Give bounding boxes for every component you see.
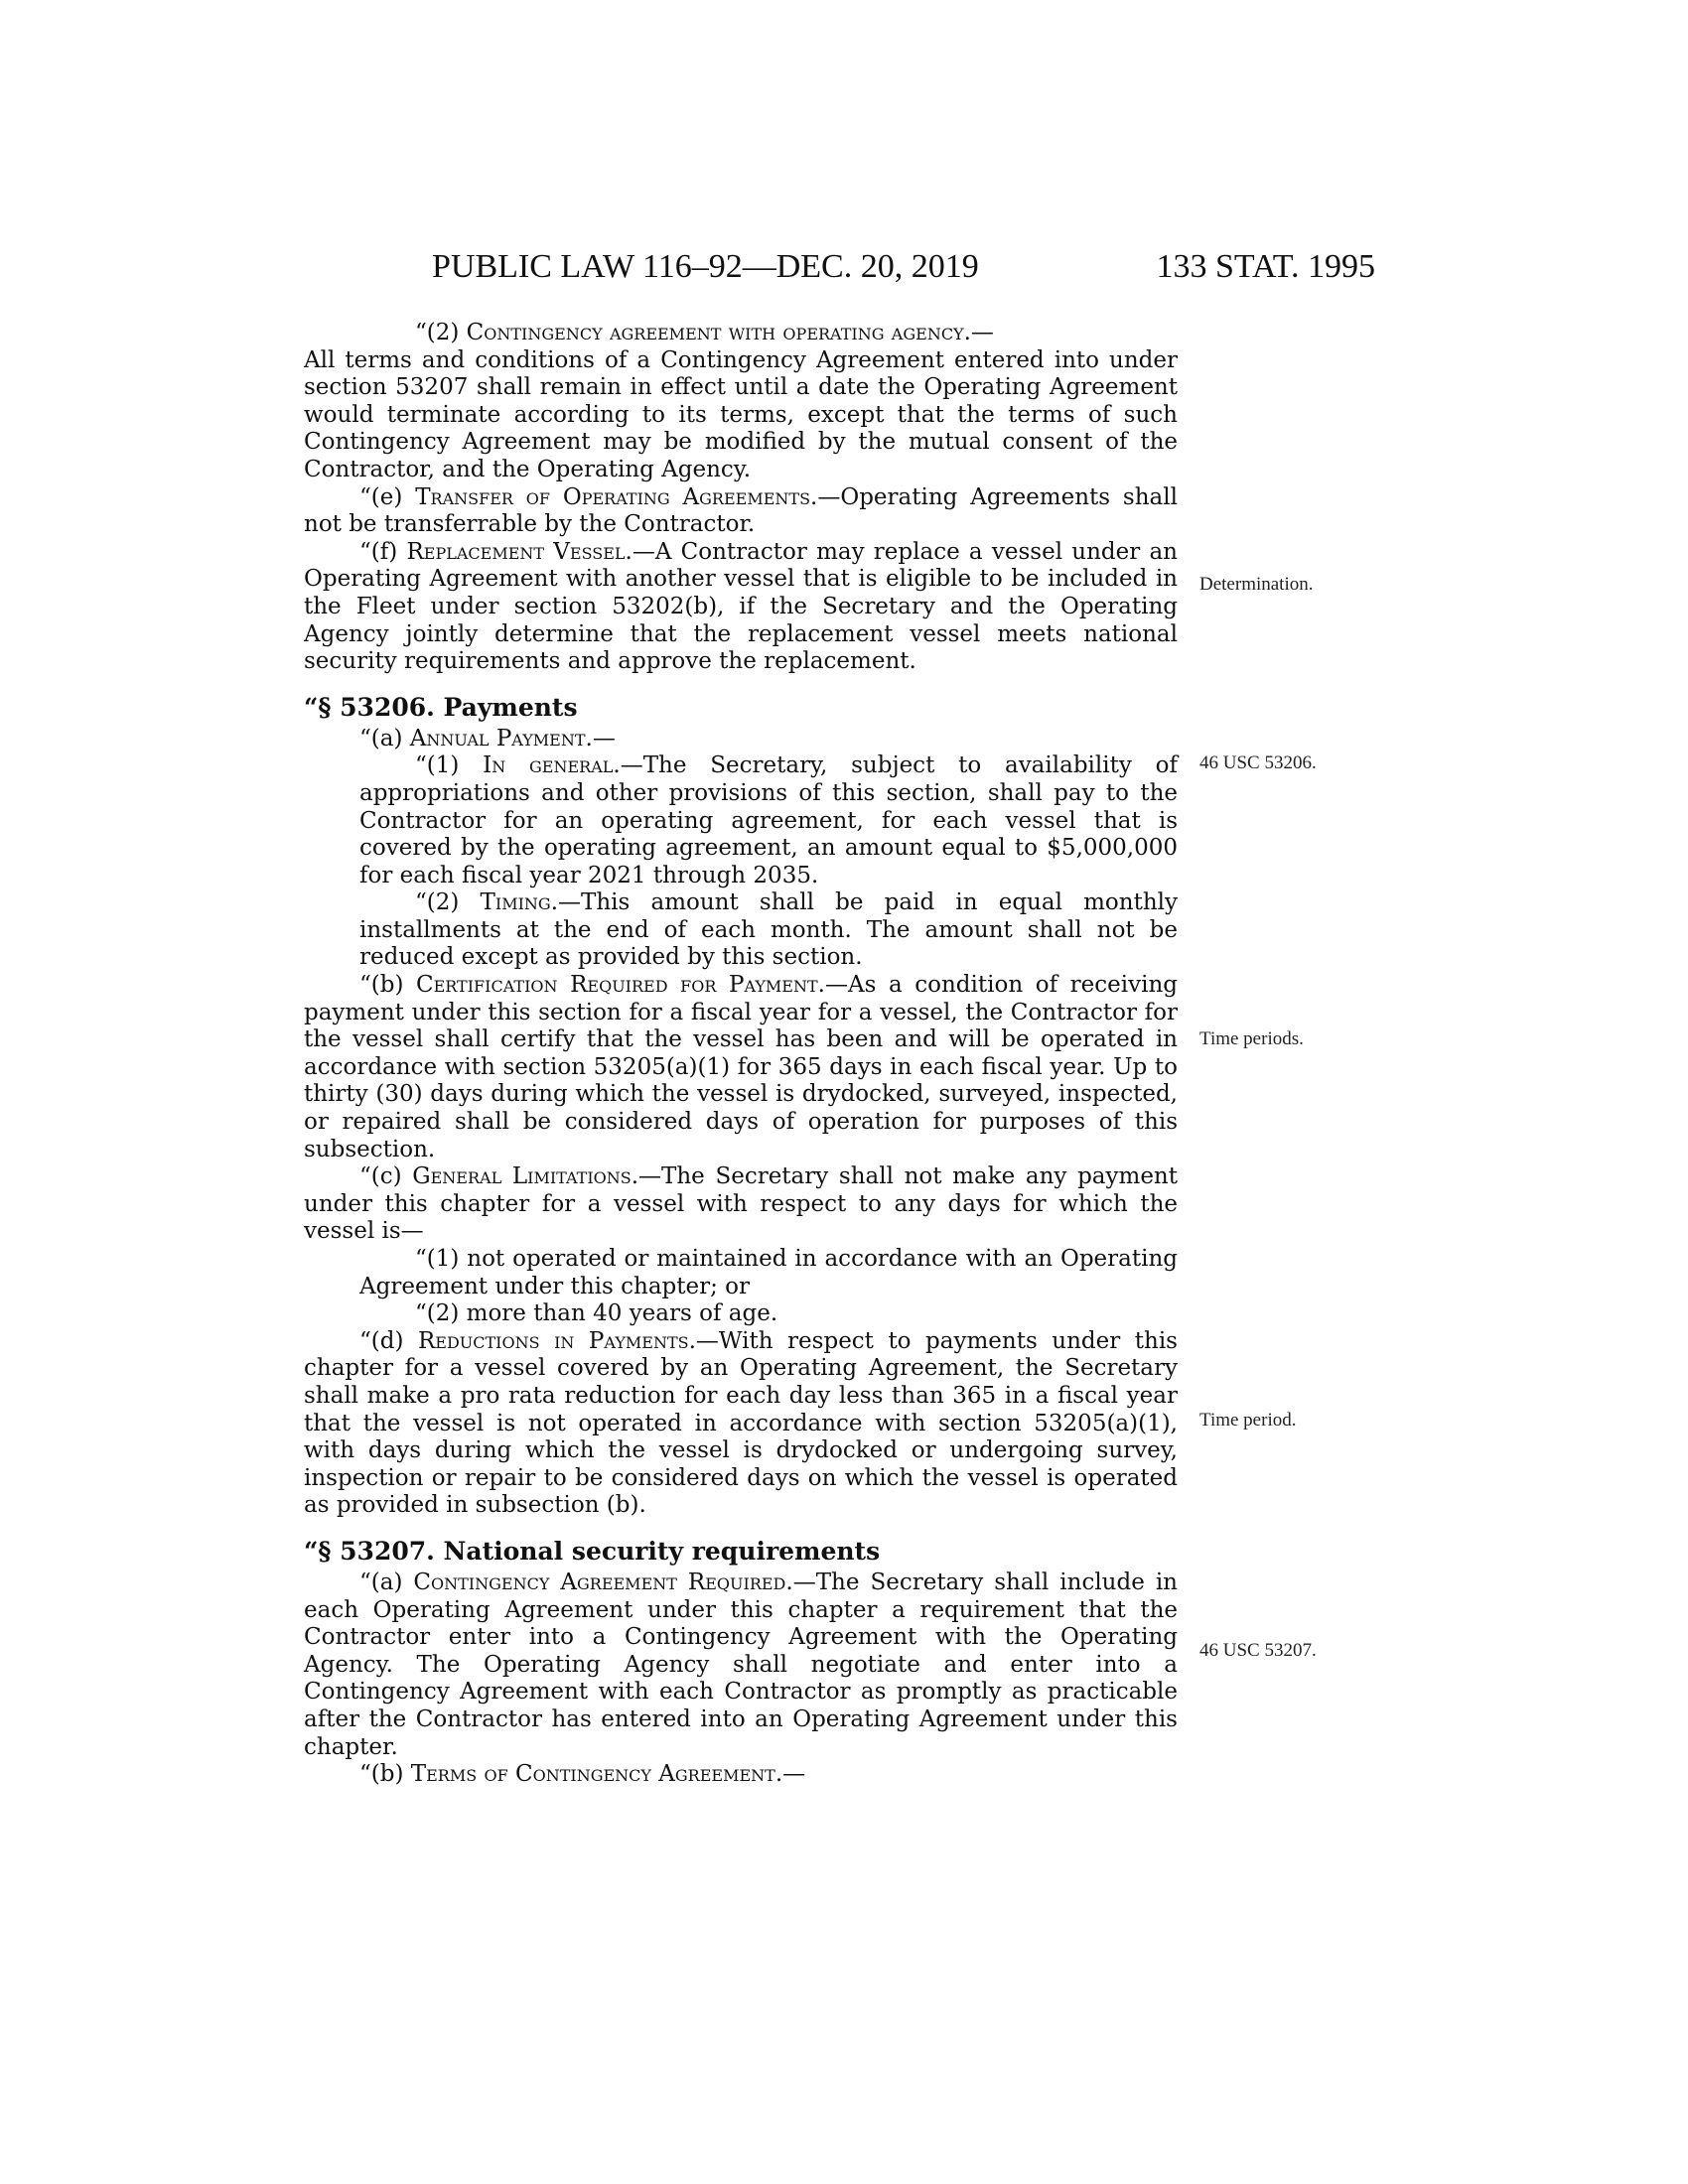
para-heading-smallcaps: Timing bbox=[480, 889, 551, 916]
paragraph-d-reductions bbox=[304, 1328, 1178, 1520]
para-heading-smallcaps: Annual Payment bbox=[409, 725, 586, 751]
running-header bbox=[303, 248, 1375, 292]
margin-note-46usc53206: 46 USC 53206. bbox=[1199, 752, 1317, 773]
para-label: “(1) bbox=[415, 752, 484, 779]
para-heading-smallcaps: Transfer of Operating Agreements bbox=[415, 483, 811, 510]
section-heading-53206: “§ 53206. Payments bbox=[304, 692, 578, 722]
paragraph-a-contingency-required bbox=[304, 1570, 1178, 1761]
section-heading-53207: “§ 53207. National security requirements bbox=[304, 1536, 881, 1566]
para-body: .—This amount shall be paid in equal monthly installments at the end of each month. The amount shall not be reduced except as provided by this section. bbox=[359, 889, 1178, 971]
header-public-law: PUBLIC LAW 116–92—DEC. 20, 2019 bbox=[432, 248, 979, 285]
paragraph-a2-timing bbox=[359, 889, 1178, 972]
paragraph-b-certification bbox=[304, 972, 1178, 1163]
paragraph-c-general-limitations bbox=[304, 1163, 1178, 1246]
para-heading-smallcaps: General Limitations bbox=[412, 1163, 632, 1190]
paragraph-c1: “(1) not operated or maintained in accordance with an Operating Agreement under this chapter; or bbox=[359, 1246, 1178, 1299]
para-body: .—The Secretary shall not make any payment under this chapter for a vessel with respect to any days for which the vessel is— bbox=[304, 1163, 1178, 1245]
paragraph-f-replacement-vessel bbox=[304, 539, 1178, 676]
para-body: .—Operating Agreements shall not be transferrable by the Contractor. bbox=[304, 483, 1178, 538]
para-heading-smallcaps: In general bbox=[483, 752, 614, 779]
para-heading-smallcaps: Contingency agreement with operating agency bbox=[466, 320, 964, 345]
para-body: .— bbox=[585, 725, 616, 751]
margin-note-determination: Determination. bbox=[1199, 574, 1314, 595]
para-body: .—The Secretary shall include in each Operating Agreement under this chapter a requirement that the Contractor enter into a Contingency Agreement with the Operating Agency. The Operating Agency shall negotiate and enter into a Contingency Agreement with each Contractor as promptly as practicable after the Contractor has entered into an Operating Agreement under this chapter. bbox=[304, 1569, 1178, 1760]
para-heading-smallcaps: Replacement Vessel bbox=[406, 538, 626, 565]
paragraph-c2: “(2) more than 40 years of age. bbox=[415, 1300, 778, 1327]
para-body: .—A Contractor may replace a vessel under an Operating Agreement with another vessel that is eligible to be included in the Fleet under section 53202(b), if the Secretary and the Operating Agency jointly determine that the replacement vessel meets national security requirements and approve the replacement. bbox=[304, 538, 1178, 675]
para-label: “(2) bbox=[415, 320, 467, 345]
body-text bbox=[304, 320, 1178, 1789]
margin-note-time-period: Time period. bbox=[1199, 1410, 1297, 1431]
para-heading-smallcaps: Reductions in Payments bbox=[417, 1327, 689, 1354]
paragraph-d2-body: All terms and conditions of a Contingency Agreement entered into under section 53207 shall remain in effect until a date the Operating Agreement would terminate according to its terms, except that the terms of such Contingency Agreement may be modified by the mutual consent of the Contractor, and the Operating Agency. bbox=[304, 346, 1178, 482]
para-label: “(c) bbox=[359, 1163, 413, 1190]
para-body: .— bbox=[774, 1761, 806, 1788]
para-body: .—As a condition of receiving payment under this section for a fiscal year for a vessel, the Contractor for the vessel shall certify that the vessel has been and will be operated in accordance with section 53205(a)(1) for 365 days in each fiscal year. Up to thirty (30) days during which the vessel is drydocked, surveyed, inspected, or repaired shall be considered days of operation for purposes of this subsection. bbox=[304, 972, 1179, 1162]
para-label: “(a) bbox=[359, 725, 410, 751]
para-heading-smallcaps: Contingency Agreement Required bbox=[413, 1569, 786, 1595]
para-dash: .— bbox=[963, 320, 994, 345]
margin-note-time-periods: Time periods. bbox=[1199, 1028, 1304, 1049]
para-body: .—With respect to payments under this chapter for a vessel covered by an Operating Agreement, the Secretary shall make a pro rata reduction for each day less than 365 in a fiscal year that the vessel is not operated in accordance with section 53205(a)(1), with days during which the vessel is drydocked or undergoing survey, inspection or repair to be considered days on which the vessel is operated as provided in subsection (b). bbox=[304, 1327, 1178, 1519]
margin-note-46usc53207: 46 USC 53207. bbox=[1199, 1640, 1317, 1661]
header-stat-page: 133 STAT. 1995 bbox=[1156, 248, 1375, 285]
para-label: “(e) bbox=[359, 483, 416, 510]
para-label: “(2) bbox=[415, 889, 481, 916]
para-label: “(d) bbox=[359, 1327, 418, 1354]
para-heading-smallcaps: Terms of Contingency Agreement bbox=[410, 1761, 775, 1788]
para-label: “(a) bbox=[359, 1569, 414, 1595]
paragraph-b-terms bbox=[304, 1761, 1178, 1789]
paragraph-a-annual-payment bbox=[304, 726, 1178, 753]
para-heading-smallcaps: Certification Required for Payment bbox=[416, 972, 818, 999]
paragraph-a1-in-general bbox=[359, 752, 1178, 889]
para-label: “(f) bbox=[359, 538, 407, 565]
para-label: “(b) bbox=[359, 972, 417, 999]
para-body: .—The Secretary, subject to availability of appropriations and other provisions of this section, shall pay to the Contractor for an operating agreement, for each vessel that is covered by the operating agreement, an amount equal to $5,000,000 for each fiscal year 2021 through 2035. bbox=[359, 752, 1179, 888]
paragraph-d2-contingency-agreement bbox=[359, 320, 1178, 347]
para-label: “(b) bbox=[359, 1761, 411, 1788]
paragraph-e-transfer bbox=[304, 484, 1178, 539]
